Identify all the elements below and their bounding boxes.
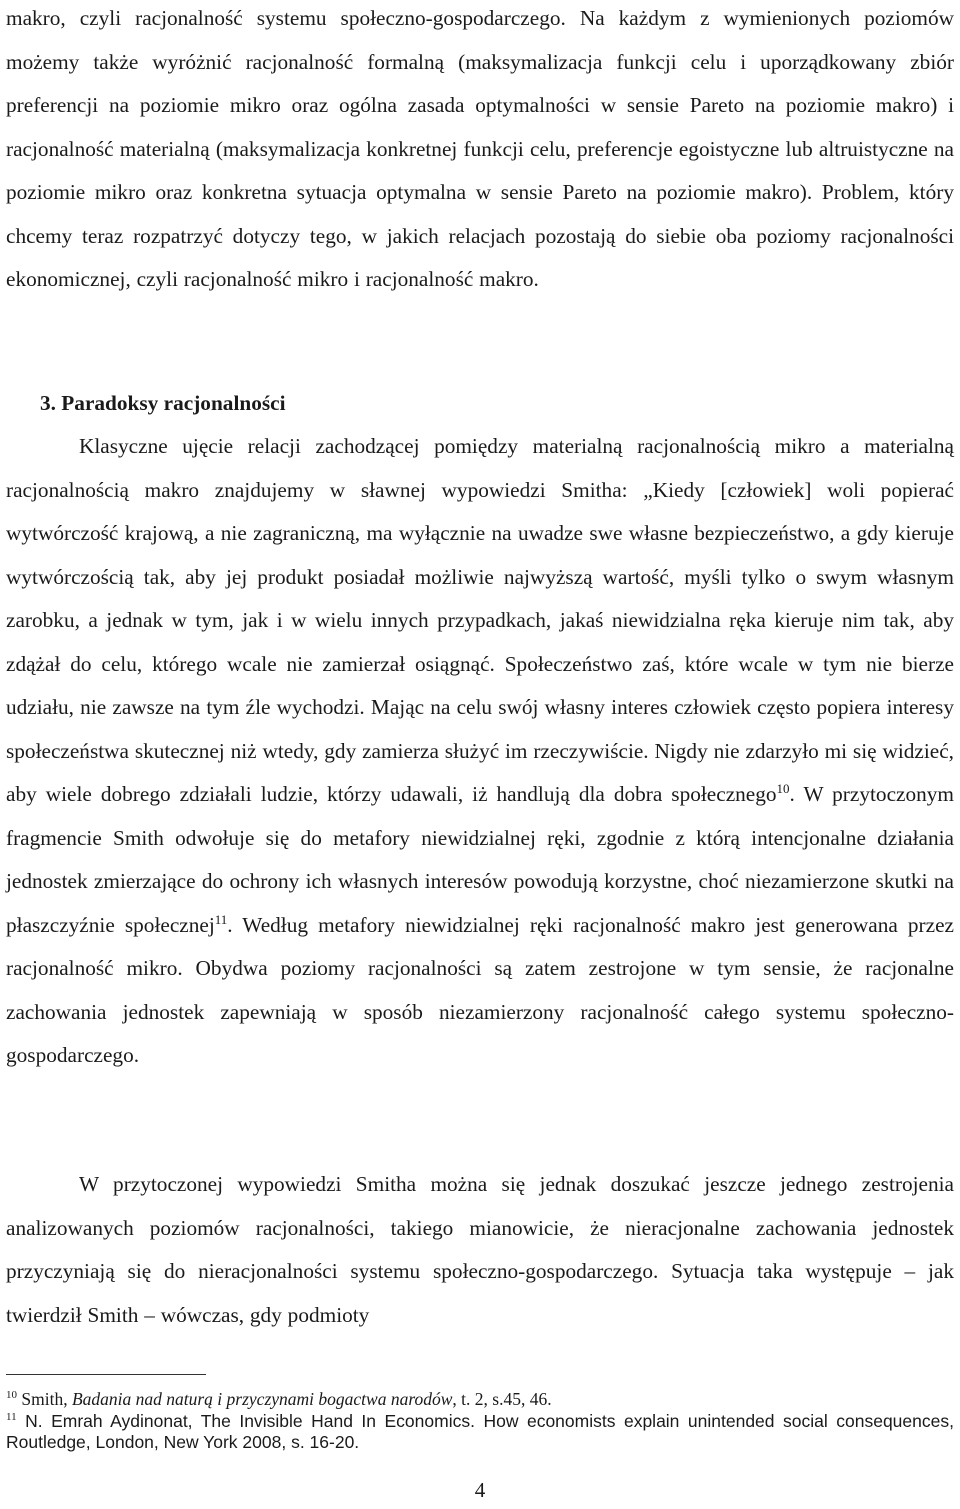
footnotes [6,1389,954,1454]
paragraph-2-text-b: . W przytoczonym fragmencie Smith odwołuje się do metafory niewidzialnej ręki, zgodnie z którą intencjonalne działania jednostek zmierzające do ochrony ich własnych interesów powodują korzystne, choć niezamierzone skutki na płaszczyźnie społecznej [6,782,954,937]
footnote-ref-10[interactable]: 10 [776,780,790,796]
paragraph-2-text-a: Klasyczne ujęcie relacji zachodzącej pomiędzy materialną racjonalnością mikro a materialną racjonalnością makro znajdujemy w sławnej wypowiedzi Smitha: „Kiedy [człowiek] woli popierać wytwórczość krajową, a nie zagraniczną, ma wyłącznie na uwadze swe własne bezpieczeństwo, a gdy kieruje wytwórczością tak, aby jej produkt posiadał możliwie najwyższą wartość, myśli tylko o swym własnym zarobku, a jednak w tym, jak i w wielu innych przypadkach, jakaś niewidzialna ręka kieruje nim tak, aby zdążał do celu, którego wcale nie zamierzał osiągnąć. Społeczeństwo zaś, które wcale w tym nie bierze udziału, nie zawsze na tym źle wychodzi. Mając na celu swój własny interes człowiek często popiera interesy społeczeństwa skutecznej niż wtedy, gdy zamierza służyć im rzeczywiście. Nigdy nie zdarzyło mi się widzieć, aby wiele dobrego zdziałali ludzie, którzy udawali, iż handlują dla dobra społecznego [6,434,954,806]
footnote-number: 10 [6,1389,17,1402]
footnote-11 [6,1411,954,1454]
footnote-details: , t. 2, s.45, 46. [452,1389,552,1409]
body-paragraph-3: W przytoczonej wypowiedzi Smitha można się jednak doszukać jeszcze jednego zestrojenia analizowanych poziomów racjonalności, takiego mianowicie, że nieracjonalne zachowania jednostek przyczyniają się do nieracjonalności systemu społeczno-gospodarczego. Sytuacja taka występuje – jak twierdził Smith – wówczas, gdy podmioty [6,1172,954,1327]
footnote-text: N. Emrah Aydinonat, The Invisible Hand In Economics. How economists explain unintended social consequences, Routledge, London, New York 2008, s. 16-20. [6,1410,954,1452]
section-heading: 3. Paradoksy racjonalności [40,391,286,415]
footnote-number: 11 [6,1410,17,1423]
paragraph-2-text-c: . Według metafory niewidzialnej ręki racjonalność makro jest generowana przez racjonalność mikro. Obydwa poziomy racjonalności są zatem zestrojone w tym sensie, że racjonalne zachowania jednostek zapewniają w sposób niezamierzony racjonalność całego systemu społeczno-gospodarczego. [6,912,954,1067]
footnote-10 [6,1389,954,1411]
body-paragraph-1: makro, czyli racjonalność systemu społeczno-gospodarczego. Na każdym z wymienionych poziomów możemy także wyróżnić racjonalność formalną (maksymalizacja funkcji celu i uporządkowany zbiór preferencji na poziomie mikro oraz ogólna zasada optymalności w sensie Pareto na poziomie makro) i racjonalność materialną (maksymalizacja konkretnej funkcji celu, preferencje egoistyczne lub altruistyczne na poziomie mikro oraz konkretna sytuacja optymalna w sensie Pareto na poziomie makro). Problem, który chcemy teraz rozpatrzyć dotyczy tego, w jakich relacjach pozostają do siebie oba poziomy racjonalności ekonomicznej, czyli racjonalność mikro i racjonalność makro. [6,6,954,291]
footnote-author: Smith, [21,1389,72,1409]
body-paragraph-2 [6,425,954,1078]
footnote-separator [6,1374,206,1375]
page-number: 4 [474,1478,486,1502]
footnote-ref-11[interactable]: 11 [214,911,228,927]
footnote-title: Badania nad naturą i przyczynami bogactwa narodów [71,1389,453,1409]
